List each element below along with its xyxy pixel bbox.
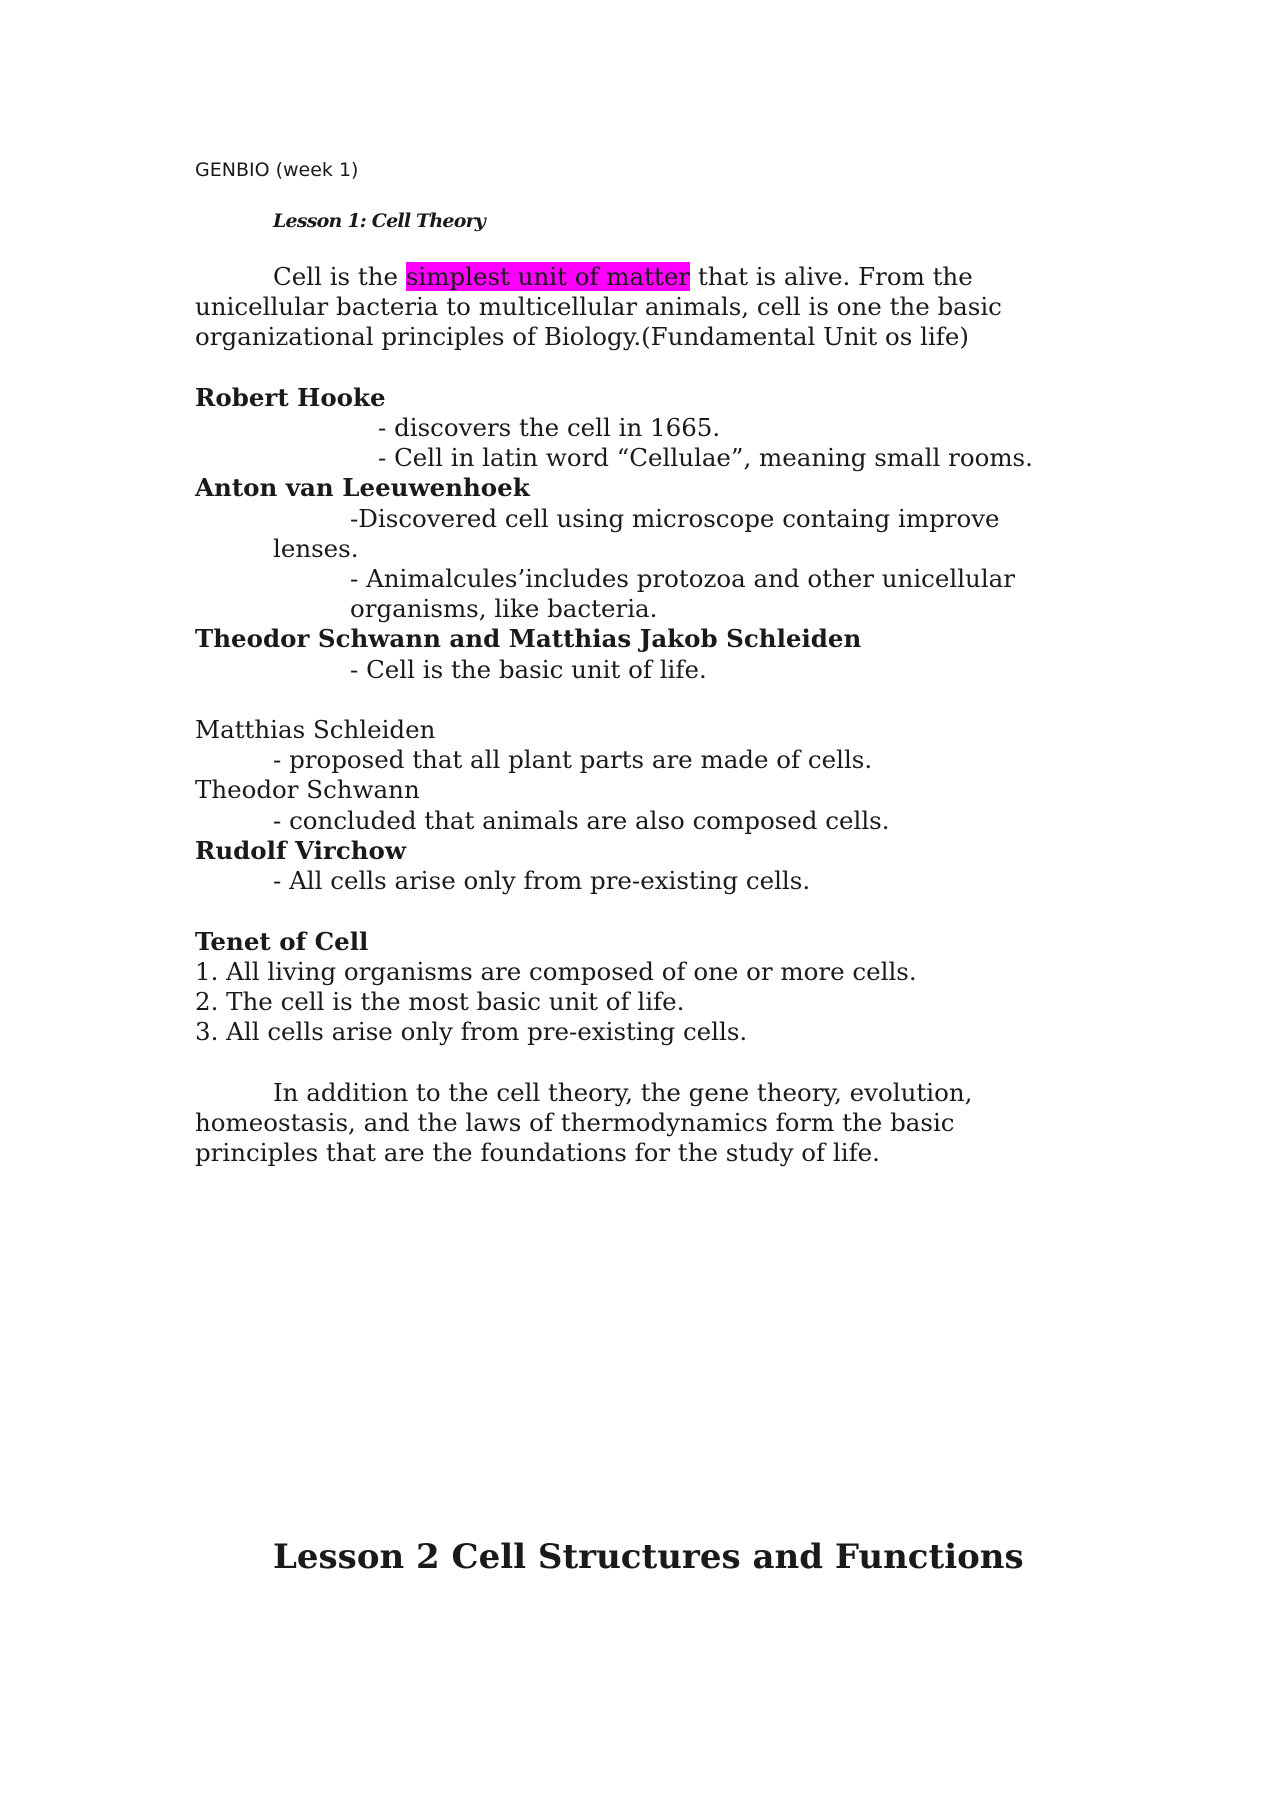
heading-rudolf-virchow: Rudolf Virchow (195, 836, 406, 865)
intro-line-1 (273, 262, 973, 292)
heading-schwann-and-schleiden: Theodor Schwann and Matthias Jakob Schleiden (195, 624, 862, 653)
hooke-point-1: - discovers the cell in 1665. (378, 413, 721, 442)
document-header: GENBIO (week 1) (195, 159, 359, 181)
tenet-item: 3. All cells arise only from pre-existing cells. (195, 1017, 748, 1046)
intro-line-3: organizational principles of Biology.(Fundamental Unit os life) (195, 322, 969, 351)
highlighted-text: simplest unit of matter (405, 262, 691, 291)
heading-tenet-of-cell: Tenet of Cell (195, 927, 369, 956)
virchow-point-1: - All cells arise only from pre-existing cells. (273, 866, 811, 895)
leeuwenhoek-point-1-cont: lenses. (273, 534, 359, 563)
closing-line-3: principles that are the foundations for the study of life. (195, 1138, 880, 1167)
leeuwenhoek-point-2: - Animalcules’includes protozoa and other unicellular (350, 564, 1015, 593)
intro-text-after: that is alive. From the (690, 262, 973, 291)
leeuwenhoek-point-1: -Discovered cell using microscope containg improve (350, 504, 1000, 533)
lesson-1-title: Lesson 1: Cell Theory (273, 210, 486, 232)
hooke-point-2: - Cell in latin word “Cellulae”, meaning small rooms. (378, 443, 1033, 472)
tenet-item: 1. All living organisms are composed of one or more cells. (195, 957, 917, 986)
heading-matthias-schleiden: Matthias Schleiden (195, 715, 436, 744)
heading-theodor-schwann: Theodor Schwann (195, 775, 420, 804)
schwann-point-1: - concluded that animals are also composed cells. (273, 806, 890, 835)
heading-anton-van-leeuwenhoek: Anton van Leeuwenhoek (195, 473, 530, 502)
intro-text-before: Cell is the (273, 262, 406, 291)
closing-line-2: homeostasis, and the laws of thermodynamics form the basic (195, 1108, 955, 1137)
closing-line-1: In addition to the cell theory, the gene theory, evolution, (273, 1078, 973, 1107)
schleiden-point-1: - proposed that all plant parts are made of cells. (273, 745, 873, 774)
schwann-schleiden-point-1: - Cell is the basic unit of life. (350, 655, 707, 684)
leeuwenhoek-point-2-cont: organisms, like bacteria. (350, 594, 658, 623)
tenet-item: 2. The cell is the most basic unit of life. (195, 987, 685, 1016)
lesson-2-title: Lesson 2 Cell Structures and Functions (273, 1537, 1024, 1577)
intro-line-2: unicellular bacteria to multicellular animals, cell is one the basic (195, 292, 1002, 321)
heading-robert-hooke: Robert Hooke (195, 383, 386, 412)
